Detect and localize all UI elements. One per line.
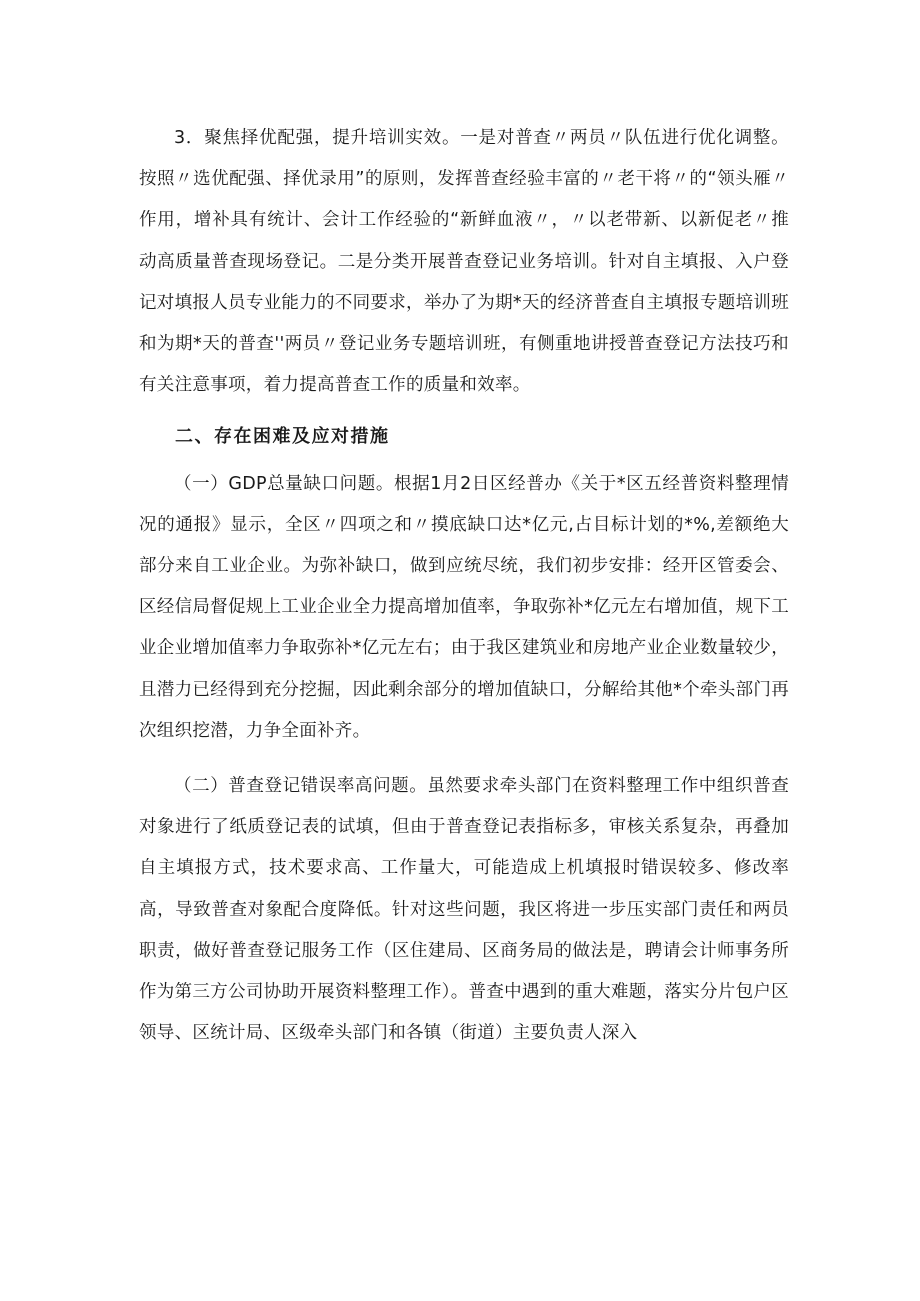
paragraph-gdp-gap: （一）GDP总量缺口问题。根据1月2日区经普办《关于*区五经普资料整理情况的通报》显示，全区〃四项之和〃摸底缺口达*亿元,占目标计划的*%,差额绝大部分来自工业企业。为弥补缺口，做到应统尽统，我们初步安排：经开区管委会、区经信局督促规上工业企业全力提高增加值率，争取弥补*亿元左右增加值，规下工业企业增加值率力争取弥补*亿元左右；由于我区建筑业和房地产业企业数量较少，且潜力已经得到充分挖掘，因此剩余部分的增加值缺口，分解给其他*个牵头部门再次组织挖潜，力争全面补齐。 bbox=[139, 473, 789, 741]
section-heading: 二、存在困难及应对措施 bbox=[175, 426, 390, 448]
paragraph-error-rate: （二）普查登记错误率高问题。虽然要求牵头部门在资料整理工作中组织普查对象进行了纸质登记表的试填，但由于普查登记表指标多，审核关系复杂，再叠加自主填报方式，技术要求高、工作量大，可能造成上机填报时错误较多、修改率高，导致普查对象配合度降低。针对这些问题，我区将进一步压实部门责任和两员职责，做好普查登记服务工作（区住建局、区商务局的做法是，聘请会计师事务所作为第三方公司协助开展资料整理工作）。普查中遇到的重大难题，落实分片包户区领导、区统计局、区级牵头部门和各镇（街道）主要负责人深入 bbox=[139, 776, 789, 1044]
paragraph-training: 3．聚焦择优配强，提升培训实效。一是对普查〃两员〃队伍进行优化调整。按照〃选优配强、择优录用”的原则，发挥普查经验丰富的〃老干将〃的“领头雁〃作用，增补具有统计、会计工作经验的“新鲜血液〃，〃以老带新、以新促老〃推动高质量普查现场登记。二是分类开展普查登记业务培训。针对自主填报、入户登记对填报人员专业能力的不同要求，举办了为期*天的经济普查自主填报专题培训班和为期*天的普查''两员〃登记业务专题培训班，有侧重地讲授普查登记方法技巧和有关注意事项，着力提高普查工作的质量和效率。 bbox=[139, 128, 789, 396]
document-body bbox=[139, 118, 789, 1054]
